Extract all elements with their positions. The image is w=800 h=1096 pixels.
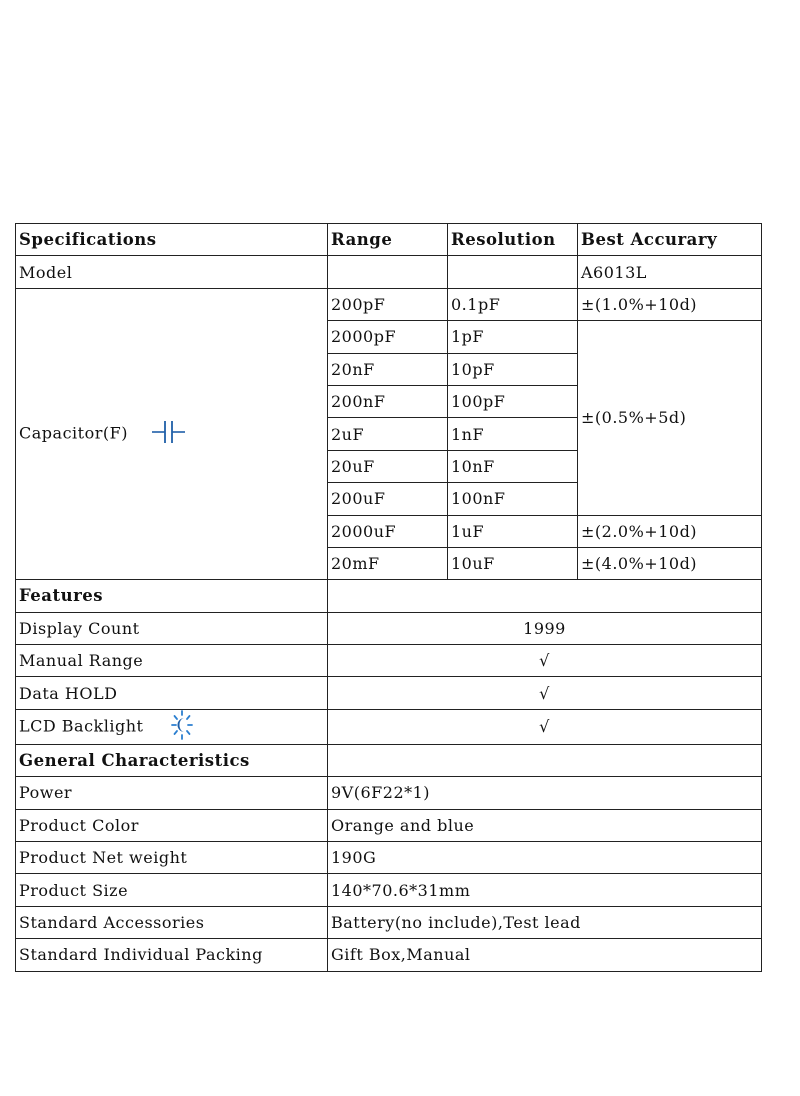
general-section-row	[16, 744, 762, 776]
capacitor-resolution: 100nF	[448, 483, 578, 515]
general-value: Gift Box,Manual	[328, 939, 762, 971]
general-label: Power	[16, 777, 328, 809]
capacitor-resolution: 0.1pF	[448, 288, 578, 320]
header-row	[16, 224, 762, 256]
capacitor-accuracy: ±(1.0%+10d)	[578, 288, 762, 320]
capacitor-accuracy: ±(0.5%+5d)	[578, 321, 762, 515]
feature-label: Manual Range	[16, 645, 328, 677]
features-title: Features	[16, 580, 328, 612]
capacitor-resolution: 10nF	[448, 450, 578, 482]
capacitor-resolution: 10pF	[448, 353, 578, 385]
capacitor-range: 2uF	[328, 418, 448, 450]
general-label: Product Color	[16, 809, 328, 841]
general-row	[16, 842, 762, 874]
feature-label: Display Count	[16, 612, 328, 644]
feature-label: LCD Backlight	[19, 716, 144, 736]
general-label: Standard Accessories	[16, 906, 328, 938]
general-value: 140*70.6*31mm	[328, 874, 762, 906]
capacitor-range: 200uF	[328, 483, 448, 515]
general-row	[16, 777, 762, 809]
general-row	[16, 906, 762, 938]
feature-value: √	[328, 645, 762, 677]
header-resolution: Resolution	[448, 224, 578, 256]
capacitor-range: 200pF	[328, 288, 448, 320]
feature-row	[16, 612, 762, 644]
general-label: Product Size	[16, 874, 328, 906]
capacitor-accuracy: ±(2.0%+10d)	[578, 515, 762, 547]
feature-label: Data HOLD	[16, 677, 328, 709]
capacitor-range: 20nF	[328, 353, 448, 385]
capacitor-range: 2000uF	[328, 515, 448, 547]
backlight-icon	[149, 710, 193, 744]
general-title-empty	[328, 744, 762, 776]
model-row	[16, 256, 762, 288]
model-range-empty	[328, 256, 448, 288]
general-label: Standard Individual Packing	[16, 939, 328, 971]
model-value: A6013L	[578, 256, 762, 288]
feature-value: √	[328, 677, 762, 709]
general-value: 9V(6F22*1)	[328, 777, 762, 809]
general-row	[16, 809, 762, 841]
feature-row	[16, 645, 762, 677]
capacitor-range: 2000pF	[328, 321, 448, 353]
capacitor-range: 20mF	[328, 547, 448, 579]
capacitor-label-cell	[16, 288, 328, 580]
capacitor-resolution: 1uF	[448, 515, 578, 547]
general-value: Orange and blue	[328, 809, 762, 841]
capacitor-range: 200nF	[328, 385, 448, 417]
capacitor-row	[16, 288, 762, 320]
general-row	[16, 939, 762, 971]
feature-value: 1999	[328, 612, 762, 644]
features-title-empty	[328, 580, 762, 612]
capacitor-resolution: 1pF	[448, 321, 578, 353]
features-section-row	[16, 580, 762, 612]
feature-row	[16, 677, 762, 709]
capacitor-range: 20uF	[328, 450, 448, 482]
general-title: General Characteristics	[16, 744, 328, 776]
spec-table	[15, 223, 762, 972]
feature-row	[16, 709, 762, 744]
general-value: Battery(no include),Test lead	[328, 906, 762, 938]
header-specifications: Specifications	[16, 224, 328, 256]
capacitor-resolution: 100pF	[448, 385, 578, 417]
header-accuracy: Best Accurary	[578, 224, 762, 256]
header-range: Range	[328, 224, 448, 256]
general-label: Product Net weight	[16, 842, 328, 874]
capacitor-resolution: 1nF	[448, 418, 578, 450]
general-value: 190G	[328, 842, 762, 874]
general-row	[16, 874, 762, 906]
feature-value: √	[328, 709, 762, 744]
feature-label-cell	[16, 709, 328, 744]
model-label: Model	[16, 256, 328, 288]
model-resolution-empty	[448, 256, 578, 288]
capacitor-accuracy: ±(4.0%+10d)	[578, 547, 762, 579]
capacitor-icon	[134, 418, 186, 450]
capacitor-label: Capacitor(F)	[19, 423, 128, 443]
capacitor-resolution: 10uF	[448, 547, 578, 579]
